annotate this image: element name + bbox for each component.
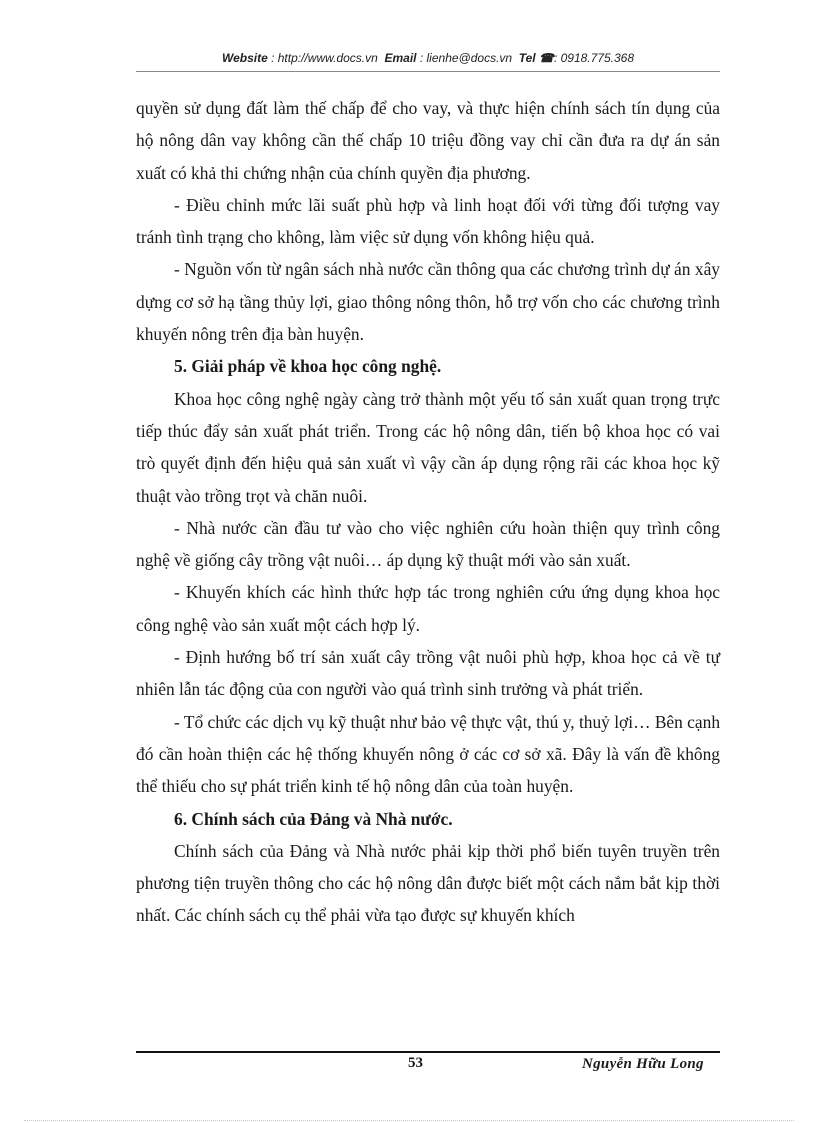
- paragraph-technical-services: - Tổ chức các dịch vụ kỹ thuật như bảo vệ thực vật, thú y, thuỷ lợi… Bên cạnh đó cần hoàn thiện các hệ thống khuyến nông ở các cơ sở xã. Đây là vấn đề không thể thiếu cho sự phát triển kinh tế hộ nông dân của toàn huyện.: [136, 711, 721, 797]
- document-body: [136, 92, 720, 932]
- section-heading-5: 5. Giải pháp về khoa học công nghệ.: [174, 356, 442, 377]
- page-edge-divider: [24, 1120, 794, 1121]
- tel-label: Tel: [518, 51, 536, 65]
- page-number: 53: [408, 1055, 423, 1071]
- paragraph-science-intro: Khoa học công nghệ ngày càng trở thành một yếu tố sản xuất quan trọng trực tiếp thúc đẩy sản xuất phát triển. Trong các hộ nông dân, tiến bộ khoa học có vai trò quyết định đến hiệu quả sản xuất vì vậy cần áp dụng rộng rãi các khoa học kỹ thuật vào trồng trọt và chăn nuôi.: [136, 388, 720, 506]
- website-label: Website: [221, 51, 268, 65]
- footer-divider: [136, 1051, 720, 1053]
- paragraph-interest-rate: - Điều chỉnh mức lãi suất phù hợp và linh hoạt đối với từng đối tượng vay tránh tình trạng cho không, làm việc sử dụng vốn không hiệu quả.: [136, 194, 720, 248]
- email-value: : lienhe@docs.vn: [419, 51, 513, 65]
- paragraph-state-investment: - Nhà nước cần đầu tư vào cho việc nghiên cứu hoàn thiện quy trình công nghệ về giống cây trồng vật nuôi… áp dụng kỹ thuật mới vào sản xuất.: [136, 517, 720, 571]
- paragraph-continuation: quyền sử dụng đất làm thế chấp để cho vay, và thực hiện chính sách tín dụng của hộ nông dân vay không cần thế chấp 10 triệu đồng vay chỉ cần đưa ra dự án sản xuất có khả thi chứng nhận của chính quyền địa phương.: [136, 98, 720, 183]
- paragraph-state-budget: - Nguồn vốn từ ngân sách nhà nước cần thông qua các chương trình dự án xây dựng cơ sở hạ tầng thủy lợi, giao thông nông thôn, hỗ trợ vốn cho các chương trình khuyến nông trên địa bàn huyện.: [136, 259, 720, 345]
- tel-value: : 0918.775.368: [553, 51, 635, 65]
- paragraph-orientation: - Định hướng bố trí sản xuất cây trồng vật nuôi phù hợp, khoa học cả về tự nhiên lẫn tác động của con người vào quá trình sinh trưởng và phát triển.: [136, 647, 720, 700]
- paragraph-cooperation: - Khuyến khích các hình thức hợp tác trong nghiên cứu ứng dụng khoa học công nghệ vào sản xuất một cách hợp lý.: [136, 582, 720, 635]
- website-value: : http://www.docs.vn: [271, 51, 378, 65]
- header-divider: [136, 71, 720, 72]
- phone-icon: ☎: [539, 51, 554, 65]
- page-header: [136, 51, 720, 65]
- paragraph-policy: Chính sách của Đảng và Nhà nước phải kịp thời phổ biến tuyên truyền trên phương tiện truyền thông cho các hộ nông dân được biết một cách nắm bắt kịp thời nhất. Các chính sách cụ thể phải vừa tạo được sự khuyến khích: [136, 840, 720, 926]
- section-heading-6: 6. Chính sách của Đảng và Nhà nước.: [174, 808, 453, 829]
- author-name: Nguyễn Hữu Long: [582, 1056, 704, 1072]
- email-label: Email: [384, 51, 417, 65]
